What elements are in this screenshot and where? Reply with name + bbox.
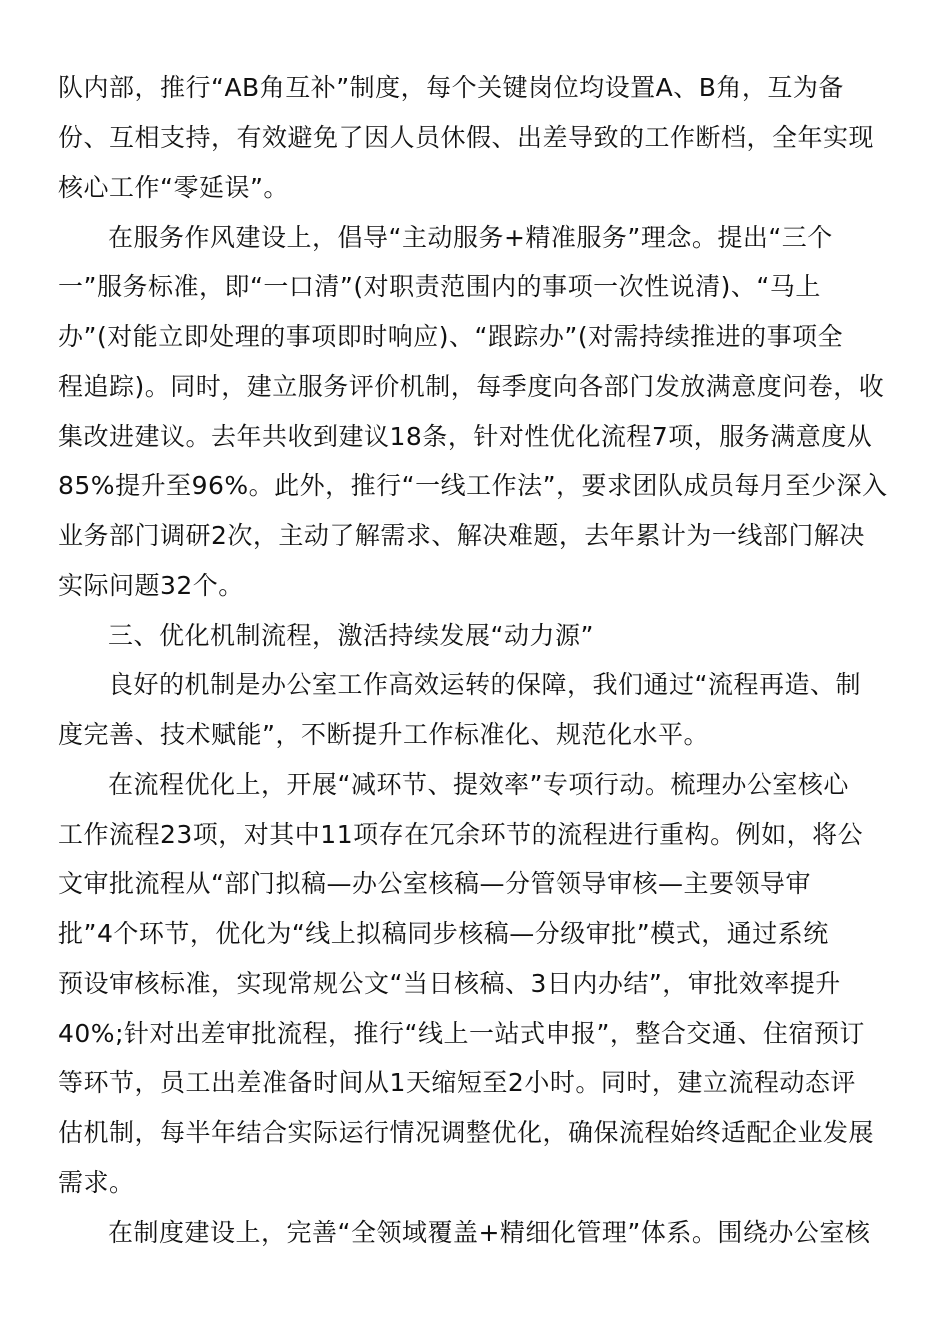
paragraph-line: 度完善、技术赋能”，不断提升工作标准化、规范化水平。 <box>58 720 709 749</box>
paragraph-line: 办”(对能立即处理的事项即时响应)、“跟踪办”(对需持续推进的事项全 <box>58 322 844 351</box>
paragraph-line: 集改进建议。去年共收到建议18条，针对性优化流程7项，服务满意度从 <box>58 422 873 451</box>
paragraph-line: 40%;针对出差审批流程，推行“线上一站式申报”，整合交通、住宿预订 <box>58 1019 865 1048</box>
paragraph-line: 程追踪)。同时，建立服务评价机制，每季度向各部门发放满意度问卷，收 <box>58 372 885 401</box>
paragraph-line: 核心工作“零延误”。 <box>58 173 289 202</box>
paragraph-line: 批”4个环节，优化为“线上拟稿同步核稿—分级审批”模式，通过系统 <box>58 919 829 948</box>
paragraph-line: 良好的机制是办公室工作高效运转的保障，我们通过“流程再造、制 <box>108 670 861 699</box>
paragraph-line: 在服务作风建设上，倡导“主动服务+精准服务”理念。提出“三个 <box>108 223 833 252</box>
paragraph-line: 业务部门调研2次，主动了解需求、解决难题，去年累计为一线部门解决 <box>58 521 865 550</box>
paragraph-line: 在制度建设上，完善“全领域覆盖+精细化管理”体系。围绕办公室核 <box>108 1218 871 1247</box>
paragraph-line: 等环节，员工出差准备时间从1天缩短至2小时。同时，建立流程动态评 <box>58 1068 856 1097</box>
paragraph-line: 85%提升至96%。此外，推行“一线工作法”，要求团队成员每月至少深入 <box>58 471 888 500</box>
paragraph-line: 文审批流程从“部门拟稿—办公室核稿—分管领导审核—主要领导审 <box>58 869 811 898</box>
paragraph-line: 实际问题32个。 <box>58 571 244 600</box>
paragraph-line: 队内部，推行“AB角互补”制度，每个关键岗位均设置A、B角，互为备 <box>58 73 844 102</box>
paragraph-line: 需求。 <box>58 1168 135 1197</box>
paragraph-line: 份、互相支持，有效避免了因人员休假、出差导致的工作断档，全年实现 <box>58 123 875 152</box>
paragraph-line: 在流程优化上，开展“减环节、提效率”专项行动。梳理办公室核心 <box>108 770 849 799</box>
paragraph-line: 工作流程23项，对其中11项存在冗余环节的流程进行重构。例如，将公 <box>58 820 864 849</box>
section-heading: 三、优化机制流程，激活持续发展“动力源” <box>108 621 594 650</box>
paragraph-line: 预设审核标准，实现常规公文“当日核稿、3日内办结”，审批效率提升 <box>58 969 841 998</box>
paragraph-line: 估机制，每半年结合实际运行情况调整优化，确保流程始终适配企业发展 <box>58 1118 875 1147</box>
paragraph-line: 一”服务标准，即“一口清”(对职责范围内的事项一次性说清)、“马上 <box>58 272 821 301</box>
